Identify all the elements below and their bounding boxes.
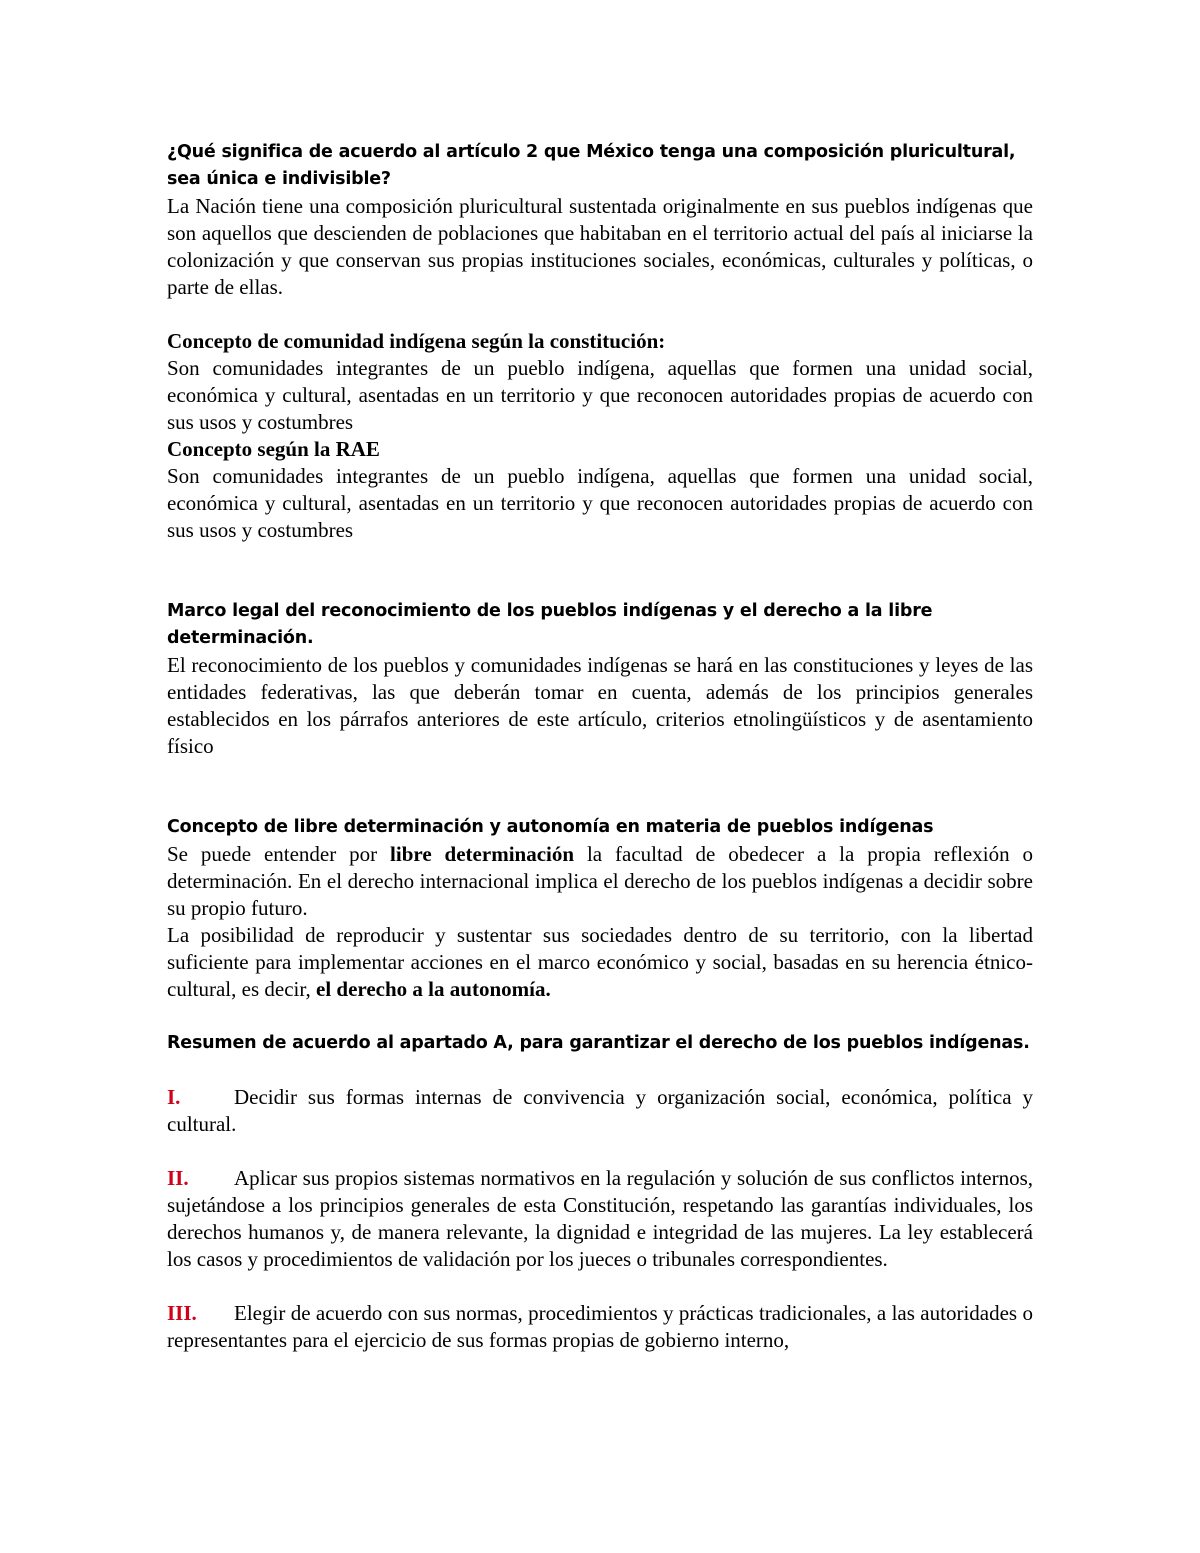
roman-numeral: III. <box>167 1301 197 1325</box>
spacer <box>167 1003 1033 1030</box>
spacer <box>167 301 1033 328</box>
list-item-2 <box>167 1165 1033 1273</box>
section2-body: Son comunidades integrantes de un pueblo indígena, aquellas que formen una unidad social, económica y cultural, asentadas en un territorio y que reconocen autoridades propias de acuerdo con sus usos y costumbres <box>167 356 1033 434</box>
section5-paragraph-2 <box>167 922 1033 1003</box>
roman-numeral: I. <box>167 1085 181 1109</box>
spacer <box>167 760 1033 814</box>
list-item-text: Aplicar sus propios sistemas normativos en la regulación y solución de sus conflictos internos, sujetándose a los principios generales de esta Constitución, respetando las garantías individuales, los derechos humanos y, de manera relevante, la dignidad e integridad de las mujeres. La ley establecerá los casos y procedimientos de validación por los jueces o tribunales correspondientes. <box>167 1166 1033 1271</box>
bold-term: el derecho a la autonomía. <box>316 977 551 1001</box>
list-item-text: Decidir sus formas internas de convivencia y organización social, económica, política y cultural. <box>167 1085 1033 1136</box>
spacer <box>167 544 1033 598</box>
section4-body: El reconocimiento de los pueblos y comunidades indígenas se hará en las constituciones y leyes de las entidades federativas, las que deberán tomar en cuenta, además de los principios generales establecidos en los párrafos anteriores de este artículo, criterios etnolingüísticos y de asentamiento físico <box>167 653 1033 758</box>
list-item-3 <box>167 1300 1033 1354</box>
section5-heading: Concepto de libre determinación y autonomía en materia de pueblos indígenas <box>167 817 934 837</box>
spacer <box>167 1057 1033 1084</box>
text-run: la facultad de obedecer a la propia reflexión o determinación. En el derecho internacional implica el derecho de los pueblos indígenas a decidir sobre su propio futuro. <box>167 842 1033 920</box>
section1-heading: ¿Qué significa de acuerdo al artículo 2 que México tenga una composición pluricultural, sea única e indivisible? <box>167 142 1016 189</box>
spacer <box>167 1138 1033 1165</box>
list-item-1 <box>167 1084 1033 1138</box>
list-item-text: Elegir de acuerdo con sus normas, procedimientos y prácticas tradicionales, a las autoridades o representantes para el ejercicio de sus formas propias de gobierno interno, <box>167 1301 1033 1352</box>
section3-heading: Concepto según la RAE <box>167 437 380 461</box>
section5-paragraph-1 <box>167 841 1033 922</box>
section6-heading: Resumen de acuerdo al apartado A, para garantizar el derecho de los pueblos indígenas. <box>167 1033 1030 1053</box>
section1-body: La Nación tiene una composición pluricultural sustentada originalmente en sus pueblos indígenas que son aquellos que descienden de poblaciones que habitaban en el territorio actual del país al iniciarse la colonización y que conservan sus propias instituciones sociales, económicas, culturales y políticas, o parte de ellas. <box>167 194 1033 299</box>
text-run: Se puede entender por <box>167 842 391 866</box>
document-content <box>167 139 1033 1354</box>
text-run: La posibilidad de reproducir y sustentar sus sociedades dentro de su territorio, con la libertad suficiente para implementar acciones en el marco económico y social, basadas en su herencia étnico-cultural, es decir, <box>167 923 1033 1001</box>
section3-body: Son comunidades integrantes de un pueblo indígena, aquellas que formen una unidad social, económica y cultural, asentadas en un territorio y que reconocen autoridades propias de acuerdo con sus usos y costumbres <box>167 464 1033 542</box>
spacer <box>167 1273 1033 1300</box>
roman-numeral: II. <box>167 1166 189 1190</box>
section2-heading: Concepto de comunidad indígena según la constitución: <box>167 329 666 353</box>
section4-heading: Marco legal del reconocimiento de los pueblos indígenas y el derecho a la libre determinación. <box>167 601 933 648</box>
bold-term: libre determinación <box>390 842 575 866</box>
